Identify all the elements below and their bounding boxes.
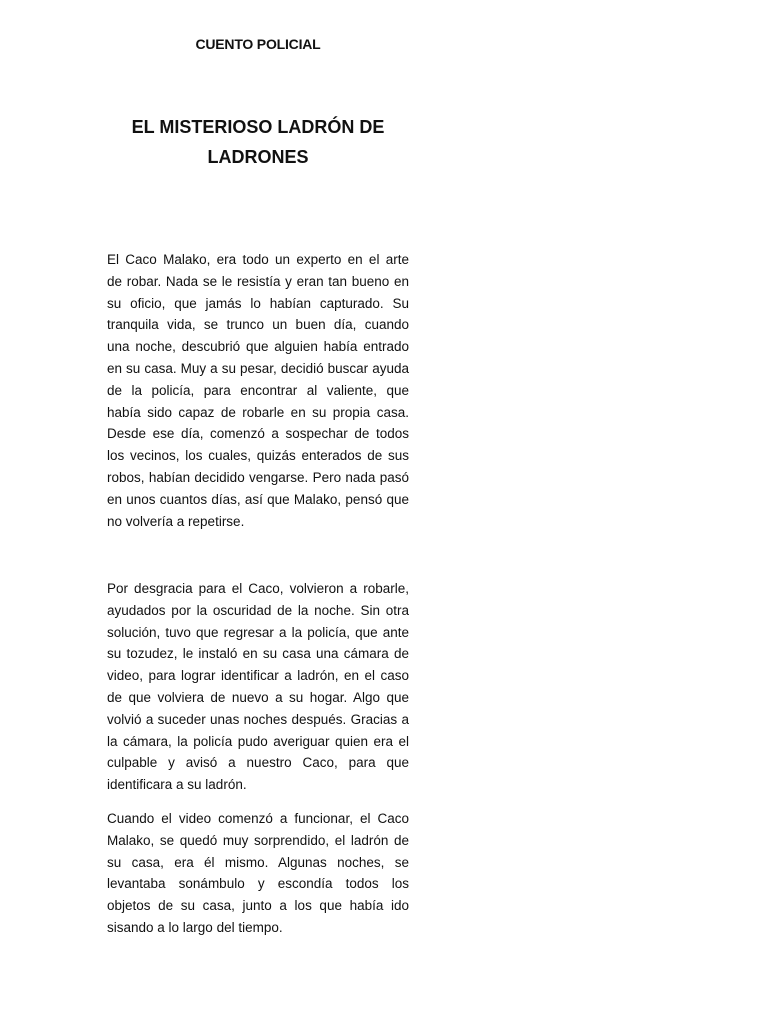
- text-line: Desde ese día, comenzó a sospechar de todos: [107, 426, 409, 442]
- text-line: en unos cuantos días, así que Malako, pensó que: [107, 491, 409, 507]
- text-line: Cuando el video comenzó a funcionar, el Caco: [107, 811, 409, 826]
- text-line: de robar. Nada se le resistía y eran tan bueno en: [107, 273, 409, 289]
- text-line: Malako, se quedó muy sorprendido, el ladrón de: [107, 832, 409, 848]
- text-line: los vecinos, los cuales, quizás enterados de sus: [107, 448, 409, 464]
- text-line: la cámara, la policía pudo averiguar quien era el: [107, 733, 409, 749]
- title-line: EL MISTERIOSO LADRÓN DE: [131, 117, 385, 137]
- text-line: El Caco Malako, era todo un experto en el arte: [107, 252, 409, 267]
- text-line: una noche, descubrió que alguien había entrado: [107, 339, 409, 355]
- paragraph-1: [107, 249, 409, 532]
- text-line: Por desgracia para el Caco, volvieron a robarle,: [107, 581, 409, 596]
- text-line: en su casa. Muy a su pesar, decidió buscar ayuda: [107, 360, 409, 376]
- text-line: de la policía, para encontrar al valiente, que: [107, 382, 409, 398]
- text-line: video, para lograr identificar a ladrón, en el caso: [107, 668, 409, 684]
- text-line: no volvería a repetirse.: [107, 513, 245, 529]
- text-line: su casa, era él mismo. Algunas noches, se: [107, 854, 409, 870]
- text-line: objetos de su casa, junto a los que había ido: [107, 898, 409, 914]
- story-title: [108, 112, 408, 172]
- text-line: identificara a su ladrón.: [107, 777, 247, 793]
- text-line: tranquila vida, se trunco un buen día, cuando: [107, 317, 409, 333]
- text-line: volvió a suceder unas noches después. Gracias a: [107, 711, 409, 727]
- text-line: de que volviera de nuevo a su hogar. Algo que: [107, 689, 409, 705]
- title-line: LADRONES: [207, 147, 309, 167]
- text-line: culpable y avisó a nuestro Caco, para que: [107, 755, 409, 771]
- paragraph-3: [107, 808, 409, 939]
- section-label: CUENTO POLICIAL: [195, 36, 321, 52]
- text-line: levantaba sonámbulo y escondía todos los: [107, 876, 409, 892]
- paragraph-2: [107, 578, 409, 796]
- text-line: había sido capaz de robarle en su propia casa.: [107, 404, 409, 420]
- text-line: solución, tuvo que regresar a la policía, que ante: [107, 624, 409, 640]
- text-line: su tozudez, le instaló en su casa una cámara de: [107, 646, 409, 662]
- text-line: su oficio, que jamás lo habían capturado. Su: [107, 295, 409, 311]
- text-line: ayudados por la oscuridad de la noche. Sin otra: [107, 602, 409, 618]
- text-line: sisando a lo largo del tiempo.: [107, 919, 283, 935]
- text-line: robos, habían decidido vengarse. Pero nada pasó: [107, 469, 409, 485]
